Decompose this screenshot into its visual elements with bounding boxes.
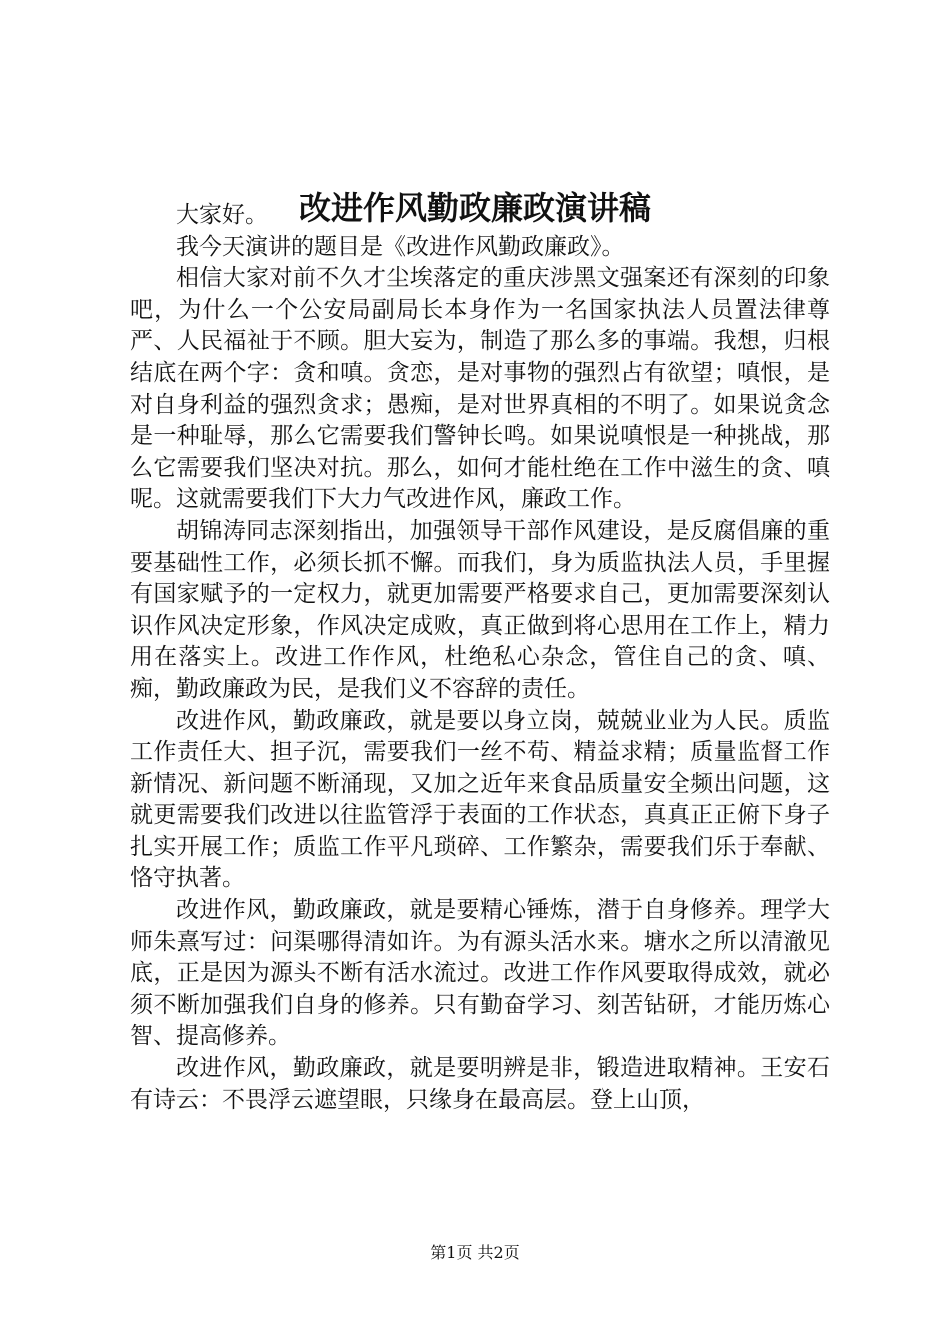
paragraph-greeting: 大家好。 [176,202,268,228]
paragraph-leadership: 胡锦涛同志深刻指出，加强领导干部作风建设，是反腐倡廉的重要基础性工作，必须长抓不懈。而我们，身为质监执法人员，手里握有国家赋予的一定权力，就更加需要严格要求自己，更加需要深刻认识作风决定形象，作风决定成败，真正做到将心思用在工作上，精力用在落实上。改进工作作风，杜绝私心杂念，管住自己的贪、嗔、痴，勤政廉政为民，是我们义不容辞的责任。 [130,517,830,702]
paragraph-cultivation: 改进作风，勤政廉政，就是要精心锤炼，潜于自身修养。理学大师朱熹写过：问渠哪得清如许。为有源头活水来。塘水之所以清澈见底，正是因为源头不断有活水流过。改进工作作风要取得成效，就必须不断加强我们自身的修养。只有勤奋学习、刻苦钻研，才能历炼心智、提高修养。 [130,897,830,1050]
paragraph-case: 相信大家对前不久才尘埃落定的重庆涉黑文强案还有深刻的印象吧，为什么一个公安局副局长本身作为一名国家执法人员置法律尊严、人民福祉于不顾。胆大妄为，制造了那么多的事端。我想，归根结底在两个字：贪和嗔。贪恋，是对事物的强烈占有欲望；嗔恨，是对自身利益的强烈贪求；愚痴，是对世界真相的不明了。如果说贪念是一种耻辱，那么它需要我们警钟长鸣。如果说嗔恨是一种挑战，那么它需要我们坚决对抗。那么，如何才能杜绝在工作中滋生的贪、嗔呢。这就需要我们下大力气改进作风，廉政工作。 [130,265,830,513]
document-body [130,200,830,1116]
paragraph-discernment: 改进作风，勤政廉政，就是要明辨是非，锻造进取精神。王安石有诗云：不畏浮云遮望眼，只缘身在最高层。登上山顶， [130,1055,830,1113]
paragraph-dedication: 改进作风，勤政廉政，就是要以身立岗，兢兢业业为人民。质监工作责任大、担子沉，需要我们一丝不苟、精益求精；质量监督工作新情况、新问题不断涌现，又加之近年来食品质量安全频出问题，这就更需要我们改进以往监管浮于表面的工作状态，真真正正俯下身子扎实开展工作；质监工作平凡琐碎、工作繁杂，需要我们乐于奉献、恪守执著。 [130,707,830,892]
page-footer: 第1页 共2页 [430,1243,520,1262]
document-title: 改进作风勤政廉政演讲稿 [298,189,651,227]
paragraph-topic: 我今天演讲的题目是《改进作风勤政廉政》。 [176,233,625,260]
